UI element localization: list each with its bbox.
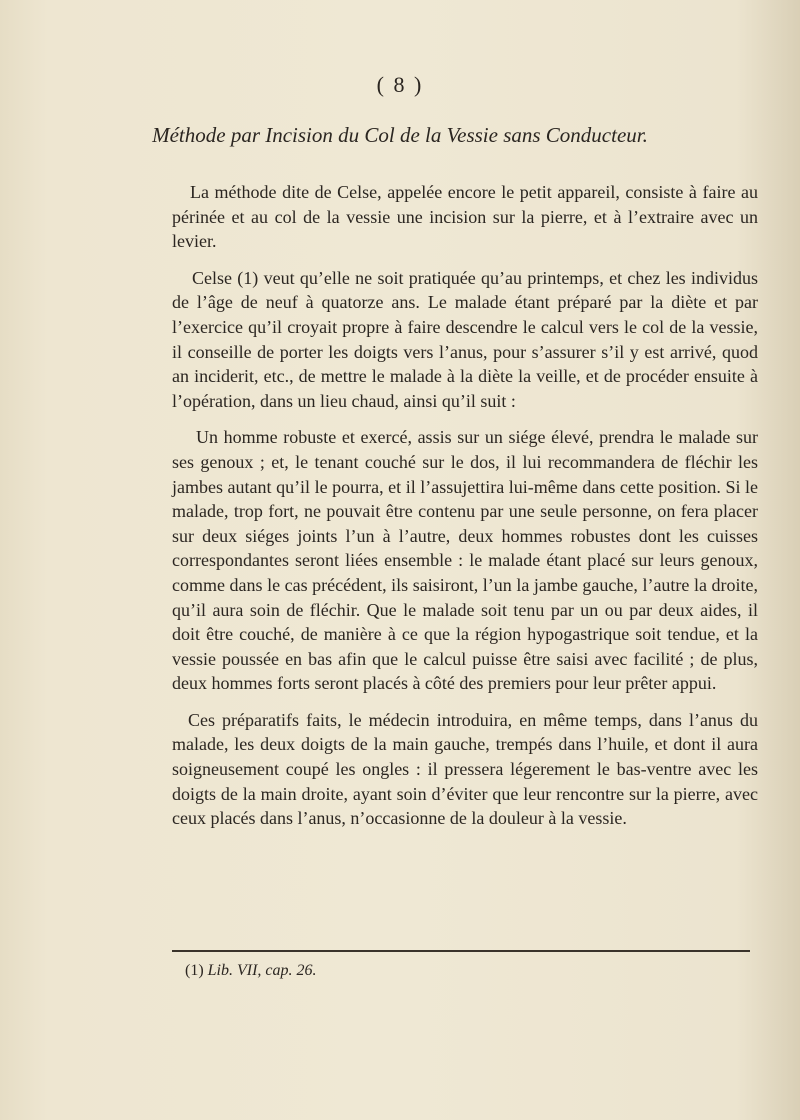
paragraph: Un homme robuste et exercé, assis sur un siége élevé, prendra le malade sur ses genoux ; et, le tenant couché sur le dos, il lui recommandera de fléchir les jambes autant qu’il le pourra, et il l’assujettira lui-même dans cette position. Si le malade, trop fort, ne pouvait être contenu par une seule personne, on fera placer sur deux siéges joints l’un à l’autre, deux hommes robustes dont les cuisses correspondantes seront liées ensemble : le malade étant placé sur leurs genoux, comme dans le cas précédent, ils saisiront, l’un la jambe gauche, l’autre la droite, qu’il aura soin de fléchir. Que le malade soit tenu par un ou par deux aides, il doit être couché, de manière à ce que la région hypogastrique soit tendue, et la vessie poussée en bas afin que le calcul puisse être saisi avec facilité ; de plus, deux hommes forts seront placés à côté des premiers pour leur prêter appui. xyxy=(172,427,758,694)
paragraph: La méthode dite de Celse, appelée encore le petit appareil, consiste à faire au périnée et au col de la vessie une incision sur la pierre, et à l’extraire avec un levier. xyxy=(172,182,758,252)
footnote-divider xyxy=(172,950,750,952)
section-heading: Méthode par Incision du Col de la Vessie sans Conducteur. xyxy=(152,123,648,147)
footnote-text: Lib. VII, cap. 26. xyxy=(207,962,317,979)
footnote-marker: (1) xyxy=(185,962,204,979)
paragraph: Ces préparatifs faits, le médecin introduira, en même temps, dans l’anus du malade, les deux doigts de la main gauche, trempés dans l’huile, et dont il aura soigneusement coupé les ongles : il pressera légerement le bas-ventre avec les doigts de la main droite, ayant soin d’éviter que leur rencontre sur la pierre, avec ceux placés dans l’anus, n’occasionne de la douleur à la vessie. xyxy=(172,709,758,829)
body-text xyxy=(172,180,758,843)
footnote xyxy=(185,962,317,980)
page-number: ( 8 ) xyxy=(376,72,424,97)
paragraph: Celse (1) veut qu’elle ne soit pratiquée qu’au printemps, et chez les individus de l’âge de neuf à quatorze ans. Le malade étant préparé par la diète et par l’exercice qu’il croyait propre à faire descendre le calcul vers le col de la vessie, il conseille de porter les doigts vers l’anus, pour s’assurer s’il y est arrivé, quod an inciderit, etc., de mettre le malade à la diète la veille, et de procéder ensuite à l’opération, dans un lieu chaud, ainsi qu’il suit : xyxy=(172,267,758,411)
